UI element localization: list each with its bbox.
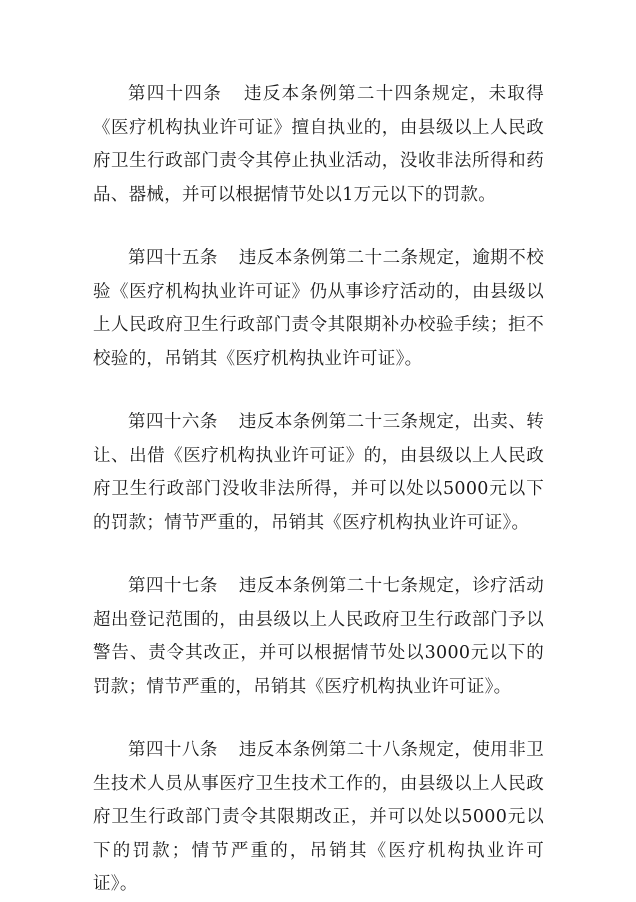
- article-46: [93, 406, 544, 540]
- article-text: 违反本条例第二十二条规定，逾期不校验《医疗机构执业许可证》仍从事诊疗活动的，由县级以上人民政府卫生行政部门责令其限期补办校验手续；拒不校验的，吊销其《医疗机构执业许可证》。: [93, 248, 544, 369]
- article-text: 违反本条例第二十三条规定，出卖、转让、出借《医疗机构执业许可证》的，由县级以上人民政府卫生行政部门没收非法所得，并可以处以5000元以下的罚款；情节严重的，吊销其《医疗机构执业许可证》。: [93, 412, 544, 533]
- article-45: [93, 242, 544, 376]
- article-48: [93, 734, 544, 902]
- article-number: 第四十五条: [128, 248, 218, 268]
- article-number: 第四十八条: [128, 740, 218, 760]
- article-text: 违反本条例第二十八条规定，使用非卫生技术人员从事医疗卫生技术工作的，由县级以上人民政府卫生行政部门责令其限期改正，并可以处以5000元以下的罚款；情节严重的，吊销其《医疗机构执业许可证》。: [93, 740, 544, 894]
- article-number: 第四十四条: [128, 84, 223, 104]
- article-text: 违反本条例第二十七条规定，诊疗活动超出登记范围的，由县级以上人民政府卫生行政部门予以警告、责令其改正，并可以根据情节处以3000元以下的罚款；情节严重的，吊销其《医疗机构执业许可证》。: [93, 576, 544, 697]
- article-number: 第四十六条: [128, 412, 218, 432]
- article-text: 违反本条例第二十四条规定，未取得《医疗机构执业许可证》擅自执业的，由县级以上人民政府卫生行政部门责令其停止执业活动，没收非法所得和药品、器械，并可以根据情节处以1万元以下的罚款。: [93, 84, 544, 205]
- article-number: 第四十七条: [128, 576, 218, 596]
- article-44: [93, 78, 544, 212]
- article-47: [93, 570, 544, 704]
